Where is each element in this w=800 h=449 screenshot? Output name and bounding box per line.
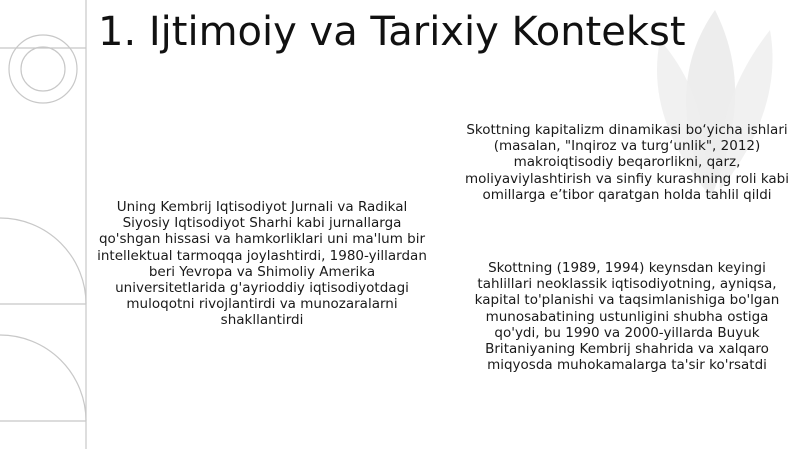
arch-outline-top <box>0 218 86 304</box>
slide-title: 1. Ijtimoiy va Tarixiy Kontekst <box>98 9 686 55</box>
small-circle-outline <box>21 47 65 91</box>
arch-outline-bottom <box>0 335 86 421</box>
left-text-block: Uning Kembrij Iqtisodiyot Jurnali va Radikal Siyosiy Iqtisodiyot Sharhi kabi jurnallarga qo'shgan hissasi va hamkorliklari uni ma'lum bir intellektual tarmoqqa joylashtirdi, 1980-yillardan beri Yevropa va Shimoliy Amerika universitetlarida g'ayrioddiy iqtisodiyotdagi muloqotni rivojlantirdi va munozaralarni shakllantirdi <box>97 199 427 329</box>
right-bottom-text-block: Skottning (1989, 1994) keynsdan keyingi tahlillari neoklassik iqtisodiyotning, ayniqsa, kapital to'planishi va taqsimlanishiga bo'lgan munosabatining ustunligini shubha ostiga qo'ydi, bu 1990 va 2000-yillarda Buyuk Britaniyaning Kembrij shahrida va xalqaro miqyosda muhokamalarga ta'sir ko'rsatdi <box>474 260 780 374</box>
large-circle-outline <box>9 35 77 103</box>
right-top-text-block: Skottning kapitalizm dinamikasi bo‘yicha ishlari (masalan, "Inqiroz va turg‘unlik", 2012) makroiqtisodiy beqarorlikni, qarz, moliyaviylashtirish va sinfiy kurashning roli kabi omillarga e’tibor qaratgan holda tahlil qildi <box>465 122 789 203</box>
